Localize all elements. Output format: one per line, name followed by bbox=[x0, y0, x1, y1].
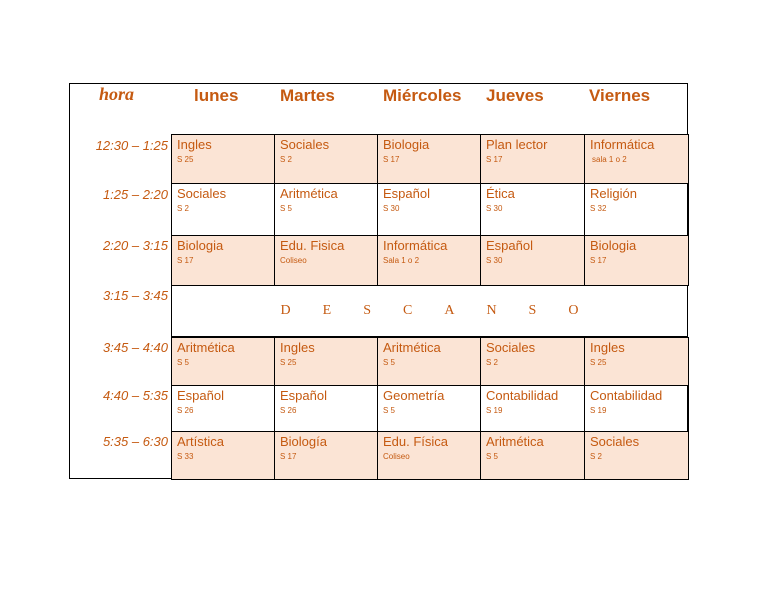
day-header-miercoles: Miércoles bbox=[383, 86, 462, 105]
class-cell bbox=[171, 337, 275, 386]
subject-label: Ética bbox=[486, 186, 515, 201]
subject-label: Sociales bbox=[590, 434, 640, 449]
class-cell bbox=[584, 385, 689, 432]
room-label: S 19 bbox=[590, 406, 607, 415]
room-label: S 30 bbox=[383, 204, 400, 213]
subject-label: Español bbox=[177, 388, 224, 403]
class-cell bbox=[274, 431, 378, 480]
room-label: S 5 bbox=[383, 406, 396, 415]
room-label: S 33 bbox=[177, 452, 194, 461]
subject-label: Sociales bbox=[177, 186, 227, 201]
class-cell bbox=[274, 385, 378, 432]
class-cell bbox=[480, 431, 585, 480]
room-label: S 19 bbox=[486, 406, 503, 415]
day-header-jueves: Jueves bbox=[486, 86, 544, 105]
day-header-viernes: Viernes bbox=[589, 86, 651, 105]
room-label: S 5 bbox=[383, 358, 396, 367]
room-label: S 2 bbox=[486, 358, 499, 367]
room-label: S 17 bbox=[177, 256, 194, 265]
room-label: S 17 bbox=[280, 452, 297, 461]
room-label: S 17 bbox=[590, 256, 607, 265]
subject-label: Español bbox=[280, 388, 327, 403]
subject-label: Sociales bbox=[280, 137, 330, 152]
subject-label: Ingles bbox=[177, 137, 212, 152]
room-label: S 2 bbox=[590, 452, 603, 461]
room-label: Coliseo bbox=[383, 452, 410, 461]
subject-label: Ingles bbox=[280, 340, 315, 355]
subject-label: Religión bbox=[590, 186, 637, 201]
class-cell bbox=[480, 183, 585, 236]
class-cell bbox=[171, 183, 275, 236]
room-label: S 5 bbox=[177, 358, 190, 367]
class-cell bbox=[274, 337, 378, 386]
hora-header: hora bbox=[99, 84, 135, 104]
room-label: S 17 bbox=[486, 155, 503, 164]
room-label: S 32 bbox=[590, 204, 607, 213]
subject-label: Biologia bbox=[383, 137, 430, 152]
room-label: S 5 bbox=[280, 204, 293, 213]
class-cell bbox=[171, 235, 275, 286]
subject-label: Biología bbox=[280, 434, 327, 449]
time-slot-break: 3:15 – 3:45 bbox=[102, 288, 168, 303]
class-cell bbox=[584, 337, 689, 386]
room-label: S 26 bbox=[280, 406, 297, 415]
class-cell bbox=[274, 235, 378, 286]
room-label: Sala 1 o 2 bbox=[383, 256, 420, 265]
room-label: S 2 bbox=[280, 155, 293, 164]
subject-label: Biologia bbox=[177, 238, 224, 253]
class-cell bbox=[480, 385, 585, 432]
room-label: S 5 bbox=[486, 452, 499, 461]
subject-label: Aritmética bbox=[280, 186, 338, 201]
subject-label: Sociales bbox=[486, 340, 536, 355]
class-cell bbox=[171, 431, 275, 480]
room-label: S 30 bbox=[486, 256, 503, 265]
room-label: S 17 bbox=[383, 155, 400, 164]
room-label: S 25 bbox=[280, 358, 297, 367]
subject-label: Aritmética bbox=[383, 340, 441, 355]
time-slot-3: 2:20 – 3:15 bbox=[102, 238, 168, 253]
class-cell bbox=[171, 134, 275, 184]
time-slot-6: 5:35 – 6:30 bbox=[102, 434, 168, 449]
class-cell bbox=[274, 183, 378, 236]
subject-label: Edu. Fisica bbox=[280, 238, 345, 253]
class-cell bbox=[480, 235, 585, 286]
subject-label: Español bbox=[383, 186, 430, 201]
class-cell bbox=[584, 235, 689, 286]
room-label: sala 1 o 2 bbox=[592, 155, 627, 164]
class-cell bbox=[171, 385, 275, 432]
subject-label: Ingles bbox=[590, 340, 625, 355]
subject-label: Contabilidad bbox=[590, 388, 663, 403]
class-cell bbox=[377, 385, 481, 432]
subject-label: Plan lector bbox=[486, 137, 548, 152]
subject-label: Aritmética bbox=[486, 434, 544, 449]
class-cell bbox=[377, 134, 481, 184]
subject-label: Edu. Física bbox=[383, 434, 449, 449]
class-cell bbox=[584, 134, 689, 184]
break-label: DESCANSO bbox=[280, 303, 611, 318]
subject-label: Artística bbox=[177, 434, 224, 449]
subject-label: Informática bbox=[590, 137, 655, 152]
class-cell bbox=[480, 134, 585, 184]
subject-label: Biologia bbox=[590, 238, 637, 253]
subject-label: Informática bbox=[383, 238, 448, 253]
room-label: S 30 bbox=[486, 204, 503, 213]
subject-label: Contabilidad bbox=[486, 388, 559, 403]
class-cell bbox=[377, 235, 481, 286]
class-cell bbox=[480, 337, 585, 386]
class-cell bbox=[584, 431, 689, 480]
break-row bbox=[171, 285, 688, 337]
room-label: S 25 bbox=[177, 155, 194, 164]
time-slot-1: 12:30 – 1:25 bbox=[95, 138, 168, 153]
room-label: S 25 bbox=[590, 358, 607, 367]
room-label: S 26 bbox=[177, 406, 194, 415]
class-cell bbox=[377, 337, 481, 386]
room-label: Coliseo bbox=[280, 256, 307, 265]
class-cell bbox=[584, 183, 689, 236]
day-header-lunes: lunes bbox=[194, 86, 239, 105]
subject-label: Español bbox=[486, 238, 533, 253]
time-slot-4: 3:45 – 4:40 bbox=[102, 340, 168, 355]
time-slot-2: 1:25 – 2:20 bbox=[102, 187, 168, 202]
class-cell bbox=[274, 134, 378, 184]
subject-label: Aritmética bbox=[177, 340, 235, 355]
subject-label: Geometría bbox=[383, 388, 445, 403]
class-cell bbox=[377, 183, 481, 236]
day-header-martes: Martes bbox=[280, 86, 335, 105]
room-label: S 2 bbox=[177, 204, 190, 213]
time-slot-5: 4:40 – 5:35 bbox=[102, 388, 168, 403]
class-cell bbox=[377, 431, 481, 480]
